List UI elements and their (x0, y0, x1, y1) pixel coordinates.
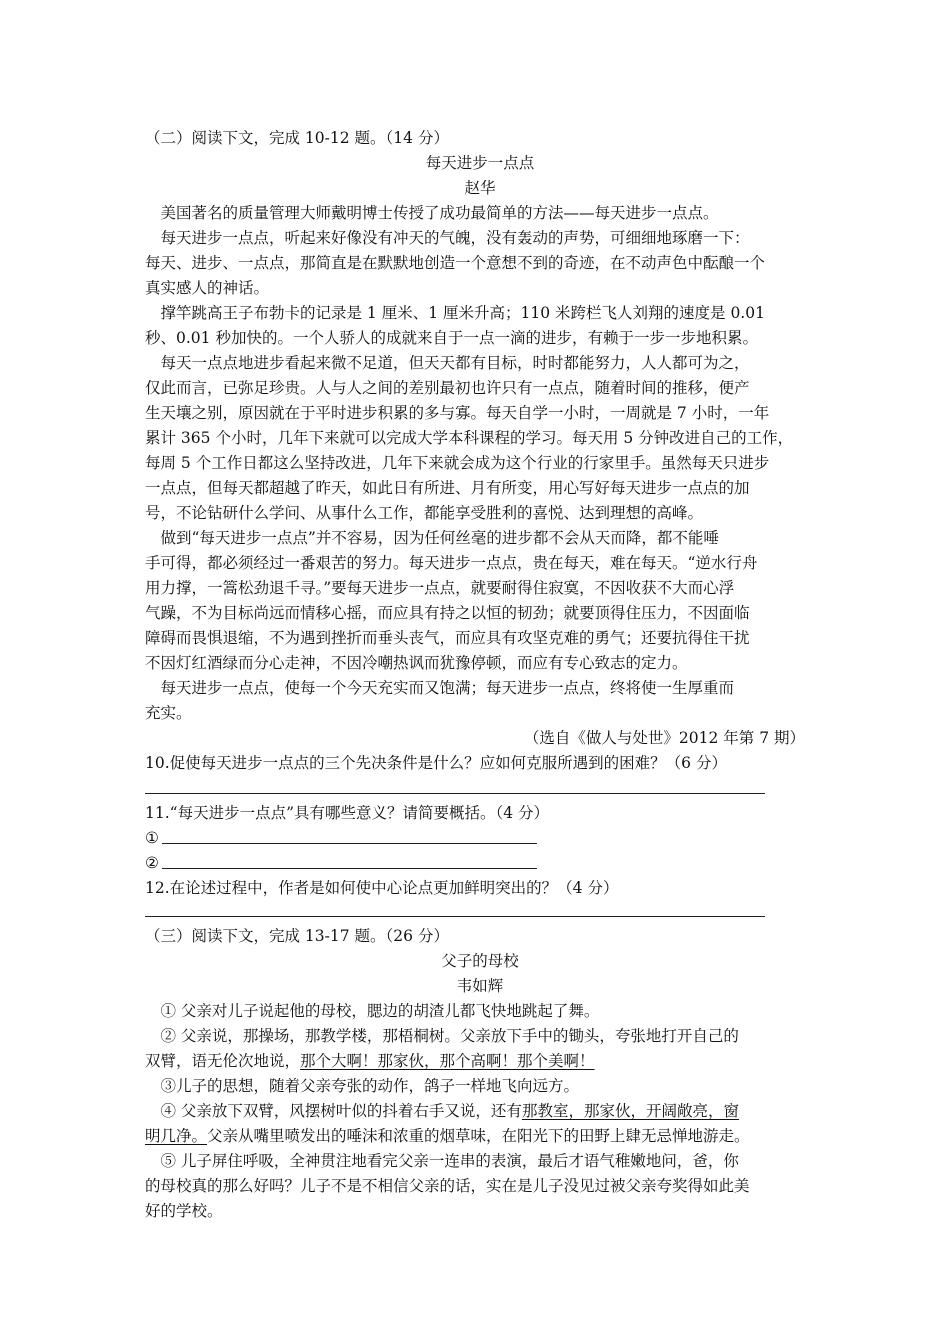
body-line: 每天一点点地进步看起来微不足道，但天天都有目标，时时都能努力，人人都可为之， (145, 354, 750, 372)
body-line: 每周 5 个工作日都这么坚持改进，几年下来就会成为这个行业的行家里手。虽然每天只进步 (145, 454, 770, 472)
article-title: 每天进步一点点 (425, 154, 535, 172)
answer-label-q11-1: ① (145, 829, 159, 847)
story-paragraph-5-line-1: ⑤ 儿子屏住呼吸，全神贯注地看完父亲一连串的表演，最后才语气稚嫩地问，爸，你 (145, 1152, 739, 1170)
question-10: 10.促使每天进步一点点的三个先决条件是什么？应如何克服所遇到的困难？（6 分） (145, 754, 727, 772)
section-3-heading: （三）阅读下文，完成 13-17 题。（26 分） (145, 927, 449, 945)
section-2-heading: （二）阅读下文，完成 10-12 题。（14 分） (145, 129, 449, 147)
article-author: 赵华 (464, 179, 496, 197)
body-line: 撑竿跳高王子布勃卡的记录是 1 厘米、1 厘米升高；110 米跨栏飞人刘翔的速度是 0.01 (145, 304, 765, 322)
story-paragraph-2-line-2 (145, 1049, 815, 1074)
body-line: 生天壤之别，原因就在于平时进步积累的多与寡。每天自学一小时，一周就是 7 小时，一年 (145, 404, 770, 422)
plain-text: ④ 父亲放下双臂，风摆树叶似的抖着右手又说，还有 (145, 1102, 522, 1120)
body-line: 秒、0.01 秒加快的。一个人骄人的成就来自于一点一滴的进步，有赖于一步一步地积累。 (145, 329, 758, 347)
body-line: 每天、进步、一点点，那简直是在默默地创造一个意想不到的奇迹，在不动声色中酝酿一个 (145, 254, 766, 272)
story-paragraph-3: ③儿子的思想，随着父亲夸张的动作，鸽子一样地飞向远方。 (145, 1077, 580, 1095)
answer-line-q10[interactable] (145, 793, 765, 794)
article-source: （选自《做人与处世》2012 年第 7 期） (523, 729, 805, 747)
story-paragraph-4-line-2 (145, 1124, 815, 1149)
body-line: 每天进步一点点，听起来好像没有冲天的气魄，没有轰动的声势，可细细地琢磨一下： (145, 229, 750, 247)
answer-line-q12[interactable] (145, 916, 765, 917)
plain-text: 双臂，语无伦次地说， (145, 1052, 301, 1070)
story-paragraph-5-line-3: 好的学校。 (145, 1202, 223, 1220)
body-line: 真实感人的神话。 (145, 279, 270, 297)
story-paragraph-2-line-1: ② 父亲说，那操场，那教学楼，那梧桐树。父亲放下手中的锄头，夸张地打开自己的 (145, 1027, 739, 1045)
answer-line-q11-2[interactable] (162, 868, 537, 869)
body-line: 一点点，但每天都超越了昨天，如此日有所进、月有所变，用心写好每天进步一点点的加 (145, 479, 750, 497)
question-12: 12.在论述过程中，作者是如何使中心论点更加鲜明突出的？（4 分） (145, 879, 619, 897)
body-line: 手可得，都必须经过一番艰苦的努力。每天进步一点点，贵在每天，难在每天。“逆水行舟 (145, 554, 758, 572)
answer-label-q11-2: ② (145, 854, 159, 872)
story-paragraph-5-line-2: 的母校真的那么好吗？儿子不是不相信父亲的话，实在是儿子没见过被父亲夸奖得如此美 (145, 1177, 750, 1195)
story-paragraph-1: ① 父亲对儿子说起他的母校，腮边的胡渣儿都飞快地跳起了舞。 (145, 1002, 600, 1020)
body-line: 气躁，不为目标尚远而情移心摇，而应具有持之以恒的韧劲；就要顶得住压力，不因面临 (145, 604, 750, 622)
story-paragraph-4-line-1 (145, 1099, 815, 1124)
body-line: 用力撑，一篙松劲退千寻。”要每天进步一点点，就要耐得住寂寞，不因收获不大而心浮 (145, 579, 735, 597)
body-line: 障碍而畏惧退缩，不为遇到挫折而垂头丧气，而应具有攻坚克难的勇气；还要抗得住干扰 (145, 629, 750, 647)
body-line: 每天进步一点点，使每一个今天充实而又饱满；每天进步一点点，终将使一生厚重而 (145, 679, 735, 697)
body-line: 号，不论钻研什么学问、从事什么工作，都能享受胜利的喜悦、达到理想的高峰。 (145, 504, 704, 522)
story-title: 父子的母校 (441, 952, 519, 970)
answer-line-q11-1[interactable] (162, 843, 537, 844)
underlined-sentence-1: 那个大啊！那家伙，那个高啊！那个美啊！ (300, 1052, 595, 1070)
body-line: 仅此而言，已弥足珍贵。人与人之间的差别最初也许只有一点点，随着时间的推移，便产 (145, 379, 750, 397)
underlined-sentence-2-end: 明几净。 (145, 1127, 208, 1145)
body-line: 累计 365 个小时，几年下来就可以完成大学本科课程的学习。每天用 5 分钟改进自己的工作， (145, 429, 794, 447)
body-line: 美国著名的质量管理大师戴明博士传授了成功最简单的方法——每天进步一点点。 (145, 204, 719, 222)
story-author: 韦如辉 (456, 977, 504, 995)
body-line: 充实。 (145, 704, 192, 722)
body-line: 做到“每天进步一点点”并不容易，因为任何丝毫的进步都不会从天而降，都不能唾 (145, 529, 719, 547)
body-line: 不因灯红酒绿而分心走神，不因冷嘲热讽而犹豫停顿，而应有专心致志的定力。 (145, 654, 688, 672)
underlined-sentence-2: 那教室，那家伙，开阔敞亮，窗 (521, 1102, 739, 1120)
question-11: 11.“每天进步一点点”具有哪些意义？请简要概括。（4 分） (145, 804, 550, 822)
plain-text: 父亲从嘴里喷发出的唾沫和浓重的烟草味，在阳光下的田野上肆无忌惮地游走。 (207, 1127, 750, 1145)
